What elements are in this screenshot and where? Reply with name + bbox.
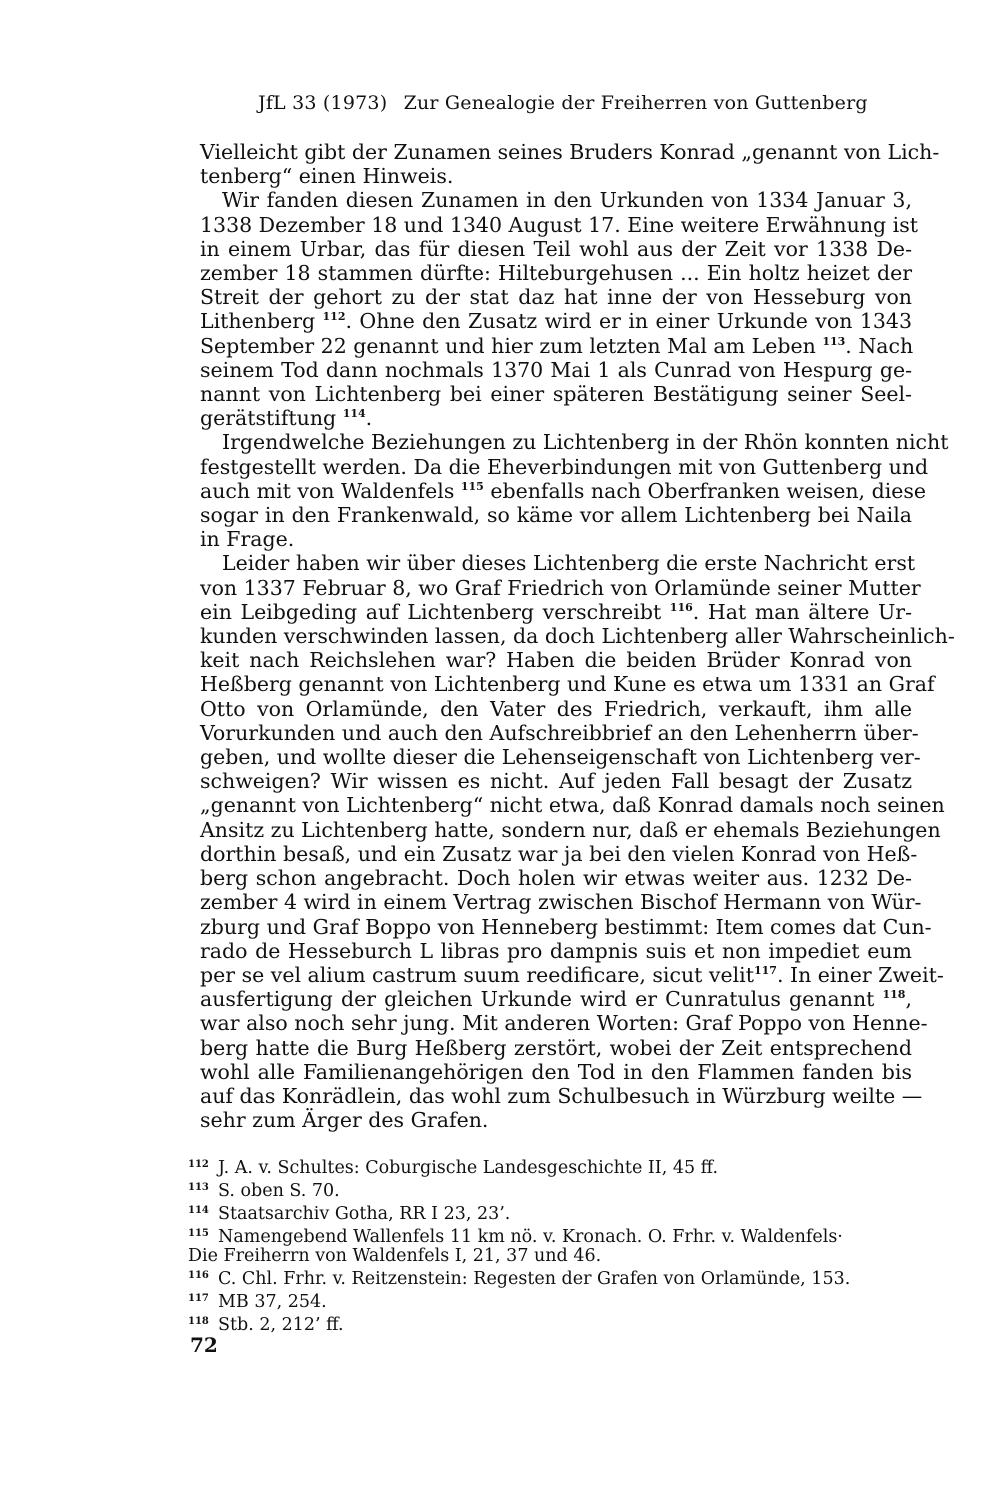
text-segment: September 22 genannt und hier zum letzten Mal am Leben — [200, 333, 823, 358]
text-line — [200, 600, 912, 624]
body-text — [200, 140, 955, 1133]
text-line: kunden verschwinden lassen, da doch Lichtenberg aller Wahrscheinlich- — [200, 624, 955, 649]
footnote-number: 117 — [188, 1293, 209, 1304]
text-line — [200, 406, 912, 430]
footnote-number: 115 — [188, 1228, 209, 1239]
text-line: war also noch sehr jung. Mit anderen Worten: Graf Poppo von Henne- — [200, 1011, 928, 1036]
footnote — [188, 1178, 918, 1201]
text-segment: ein Leibgeding auf Lichtenberg verschreibt — [200, 599, 670, 624]
text-line: 1338 Dezember 18 und 1340 August 17. Eine weitere Erwähnung ist — [200, 212, 918, 237]
text-line: Heßberg genannt von Lichtenberg und Kune es etwa um 1331 an Graf — [200, 672, 935, 697]
text-line: dorthin besaß, und ein Zusatz war ja bei den vielen Konrad von Heß- — [200, 841, 918, 866]
text-line: Leider haben wir über dieses Lichtenberg die erste Nachricht erst — [222, 551, 916, 576]
text-line: zburg und Graf Boppo von Henneberg bestimmt: Item comes dat Cun- — [200, 914, 932, 939]
footnote-text: S. oben S. 70. — [218, 1181, 340, 1201]
footnote — [188, 1312, 918, 1335]
text-segment: . Hat man ältere Ur- — [692, 599, 912, 624]
footnote-number: 113 — [188, 1182, 209, 1193]
text-line: schweigen? Wir wissen es nicht. Auf jeden Fall besagt der Zusatz — [200, 769, 912, 794]
footnote-reference: 117 — [753, 963, 777, 977]
paragraph — [200, 551, 955, 1133]
text-line: Ansitz zu Lichtenberg hatte, sondern nur, daß er ehemals Beziehungen — [200, 817, 941, 842]
footnote-reference: 112 — [322, 310, 346, 324]
text-line: nannt von Lichtenberg bei einer späteren Bestätigung seiner Seel- — [200, 382, 912, 407]
footnote-number: 114 — [188, 1205, 209, 1216]
text-line — [200, 334, 912, 358]
text-segment: . — [365, 406, 373, 431]
text-line: auf das Konrädlein, das wohl zum Schulbesuch in Würzburg weilte — — [200, 1083, 923, 1108]
footnote-text: MB 37, 254. — [218, 1292, 327, 1312]
footnote-reference: 115 — [460, 479, 484, 493]
footnote-reference: 116 — [669, 600, 693, 614]
footnote-text: C. Chl. Frhr. v. Reitzenstein: Regesten der Grafen von Orlamünde, 153. — [218, 1269, 851, 1289]
text-line: Irgendwelche Beziehungen zu Lichtenberg in der Rhön konnten nicht — [222, 430, 949, 455]
text-line — [200, 987, 912, 1011]
text-line: Vielleicht gibt der Zunamen seines Bruders Konrad „genannt von Lich- — [200, 140, 940, 164]
text-line: zember 18 stammen dürfte: Hilteburgehusen ... Ein holtz heizet der — [200, 261, 912, 286]
text-line: zember 4 wird in einem Vertrag zwischen Bischof Hermann von Wür- — [200, 890, 922, 915]
footnote-text: J. A. v. Schultes: Coburgische Landesgeschichte II, 45 ff. — [218, 1158, 719, 1178]
footnote — [188, 1247, 918, 1266]
text-line: berg hatte die Burg Heßberg zerstört, wobei der Zeit entsprechend — [200, 1035, 912, 1060]
footnote-number: 118 — [188, 1316, 209, 1327]
text-line: seinem Tod dann nochmals 1370 Mai 1 als Cunrad von Hespurg ge- — [200, 357, 912, 382]
text-line: tenberg“ einen Hinweis. — [200, 164, 454, 189]
text-segment: auch mit von Waldenfels — [200, 478, 461, 503]
text-line: Otto von Orlamünde, den Vater des Friedrich, verkauft, ihm alle — [200, 696, 912, 721]
text-segment: ausfertigung der gleichen Urkunde wird er Cunratulus genannt — [200, 987, 883, 1012]
text-segment: . In einer Zweit- — [776, 962, 944, 987]
text-line: rado de Hesseburch L libras pro dampnis suis et non impediet eum — [200, 938, 912, 963]
footnote-text: Namengebend Wallenfels 11 km nö. v. Kronach. O. Frhr. v. Waldenfels· — [218, 1227, 843, 1247]
paragraph — [200, 140, 940, 189]
text-line: festgestellt werden. Da die Eheverbindungen mit von Guttenberg und — [200, 454, 929, 479]
footnote-reference: 118 — [882, 988, 906, 1002]
text-line: Vorurkunden und auch den Aufschreibbrief an den Lehenherrn über- — [200, 720, 919, 745]
footnote — [188, 1201, 918, 1224]
paragraph — [200, 188, 918, 431]
text-line: geben, und wollte dieser die Lehenseigenschaft von Lichtenberg ver- — [200, 745, 921, 770]
footnote — [188, 1289, 918, 1312]
text-line: „genannt von Lichtenberg“ nicht etwa, daß Konrad damals noch seinen — [200, 793, 945, 818]
text-line: Wir fanden diesen Zunamen in den Urkunden von 1334 Januar 3, — [222, 188, 912, 213]
footnote-text: Staatsarchiv Gotha, RR I 23, 23’. — [218, 1204, 511, 1224]
running-head — [258, 92, 908, 114]
page-number: 72 — [190, 1333, 218, 1357]
text-line: in einem Urbar, das für diesen Teil wohl aus der Zeit vor 1338 De- — [200, 236, 912, 261]
text-segment: ebenfalls nach Oberfranken weisen, diese — [483, 478, 927, 503]
text-line — [200, 309, 912, 333]
paragraph — [200, 430, 949, 552]
footnote-reference: 114 — [342, 407, 366, 421]
text-line: sehr zum Ärger des Grafen. — [200, 1108, 489, 1133]
text-segment: Lithenberg — [200, 309, 323, 334]
footnote — [188, 1155, 918, 1178]
article-title: Zur Genealogie der Freiherren von Guttenberg — [403, 92, 868, 114]
footnotes — [188, 1155, 918, 1335]
text-line: berg schon angebracht. Doch holen wir etwas weiter aus. 1232 De- — [200, 866, 912, 891]
text-line: in Frage. — [200, 527, 295, 552]
journal-reference: JfL 33 (1973) — [258, 92, 388, 114]
footnote-number: 112 — [188, 1159, 209, 1170]
text-line: keit nach Reichslehen war? Haben die beiden Brüder Konrad von — [200, 648, 912, 673]
text-line: sogar in den Frankenwald, so käme vor allem Lichtenberg bei Naila — [200, 503, 912, 528]
text-segment: , — [905, 987, 912, 1012]
footnote-number: 116 — [188, 1270, 209, 1281]
text-segment: . Nach — [845, 333, 914, 358]
footnote — [188, 1224, 918, 1247]
footnote-text: Stb. 2, 212’ ff. — [218, 1315, 344, 1335]
footnote-reference: 113 — [822, 334, 846, 348]
text-segment: per se vel alium castrum suum reedificare, sicut velit — [200, 962, 754, 987]
text-line — [200, 478, 927, 503]
text-segment: . Ohne den Zusatz wird er in einer Urkunde von 1343 — [345, 309, 912, 334]
text-line — [200, 962, 944, 987]
text-segment: gerätstiftung — [200, 406, 343, 431]
footnote-text: Die Freiherrn von Waldenfels I, 21, 37 und 46. — [188, 1246, 602, 1266]
footnote — [188, 1266, 918, 1289]
text-line: Streit der gehort zu der stat daz hat inne der von Hesseburg von — [200, 285, 912, 310]
text-line: wohl alle Familienangehörigen den Tod in den Flammen fanden bis — [200, 1059, 912, 1084]
text-line: von 1337 Februar 8, wo Graf Friedrich von Orlamünde seiner Mutter — [200, 575, 921, 600]
